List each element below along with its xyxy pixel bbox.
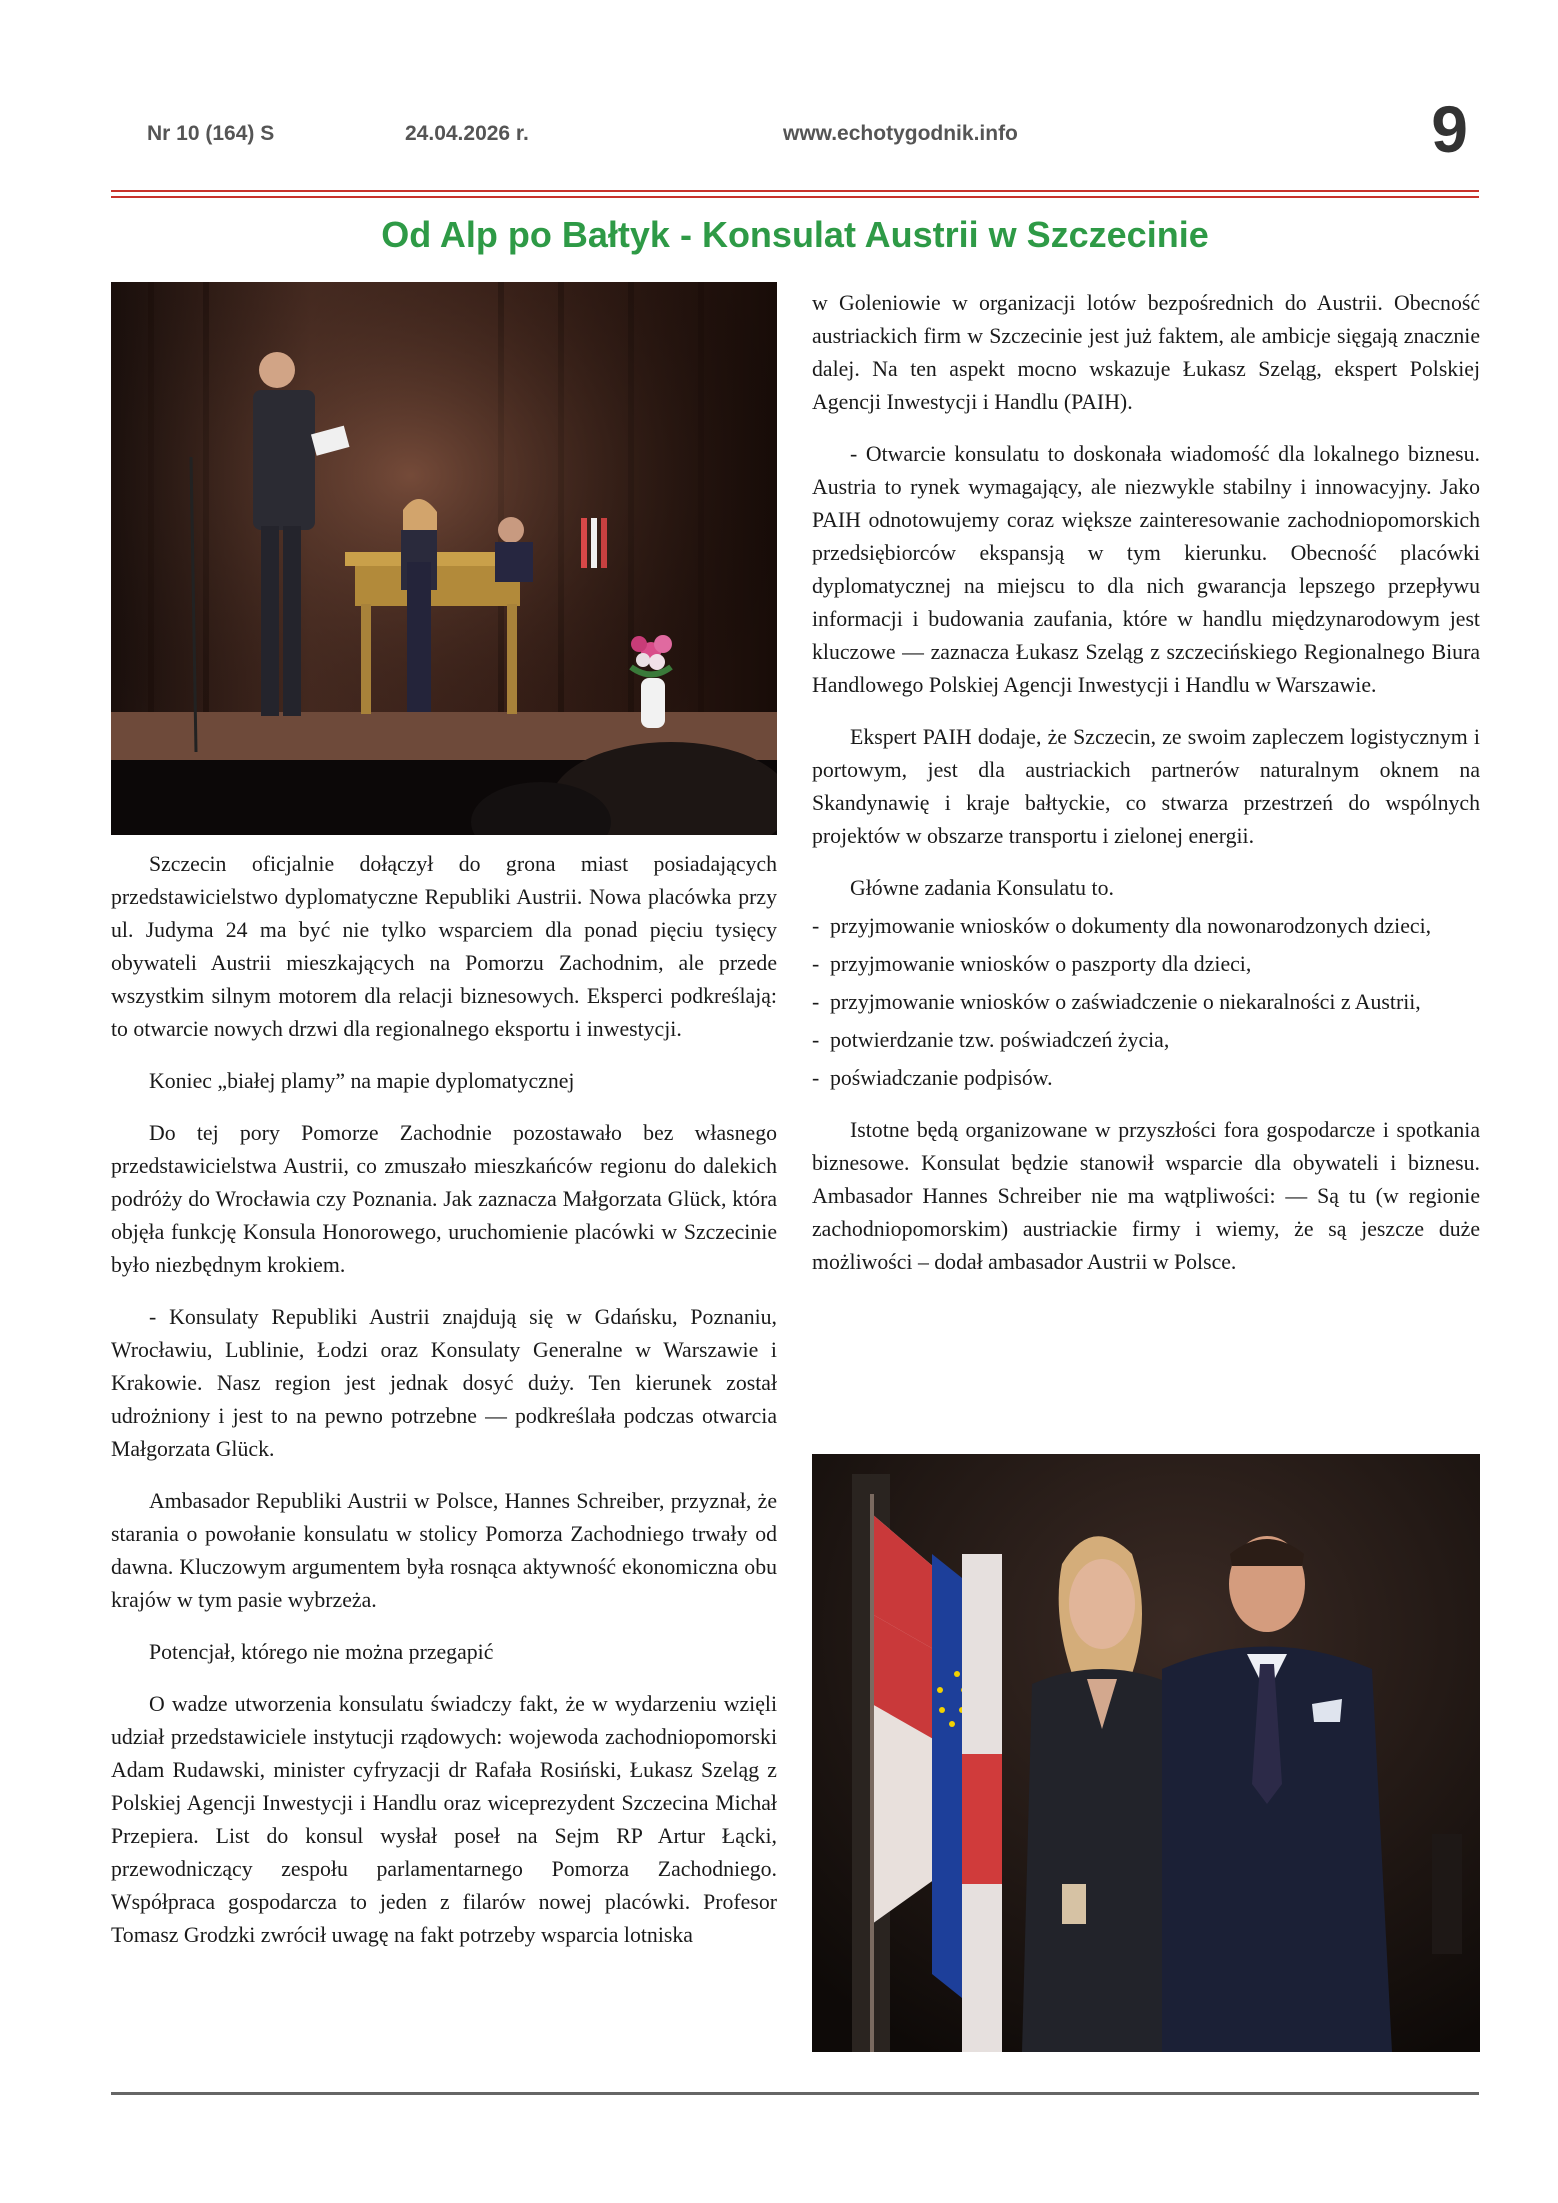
- website-url[interactable]: www.echotygodnik.info: [783, 122, 1018, 145]
- header-rule-top: [111, 190, 1479, 192]
- page-number: 9: [1431, 92, 1468, 166]
- issue-number: Nr 10 (164) S: [147, 122, 275, 145]
- article-quote: - Konsulaty Republiki Austrii znajdują się w Gdańsku, Poznaniu, Wrocławiu, Lublinie, Łodzi oraz Konsulaty Generalne w Warszawie i Krakowie. Nasz region jest jednak dosyć duży. Ten kierunek został udrożniony i jest to na pewno potrzebne — podkreślała podczas otwarcia Małgorzata Glück.: [111, 1305, 777, 1461]
- article-paragraph: Ambasador Republiki Austrii w Polsce, Hannes Schreiber, przyznał, że starania o powołanie konsulatu w stolicy Pomorza Zachodniego trwały od dawna. Kluczowym argumentem była rosnąca aktywność ekonomiczna obu krajów w tym pasie wybrzeża.: [111, 1489, 777, 1612]
- task-item: - potwierdzanie tzw. poświadczeń życia,: [812, 1028, 1170, 1052]
- consul-ambassador-portrait-photo: [812, 1454, 1480, 2052]
- stage-ceremony-illustration: [111, 282, 777, 835]
- article-paragraph: Do tej pory Pomorze Zachodnie pozostawało bez własnego przedstawicielstwa Austrii, co zmuszało mieszkańców regionu do dalekich podróży do Wrocławia czy Poznania. Jak zaznacza Małgorzata Glück, która objęła funkcję Konsula Honorowego, uruchomienie placówki w Szczecinie było niezbędnym krokiem.: [111, 1121, 777, 1277]
- article-paragraph: Ekspert PAIH dodaje, że Szczecin, ze swoim zapleczem logistycznym i portowym, jest dla austriackich partnerów naturalnym oknem na Skandynawię i kraje bałtyckie, co stwarza przestrzeń do wspólnych projektów w obszarze transportu i zielonej energii.: [812, 725, 1480, 848]
- section-subheading: Koniec „białej plamy” na mapie dyplomatycznej: [149, 1069, 575, 1093]
- task-item: - przyjmowanie wniosków o dokumenty dla nowonarodzonych dzieci,: [812, 914, 1432, 938]
- issue-date: 24.04.2026 r.: [405, 122, 529, 145]
- footer-rule: [111, 2092, 1479, 2095]
- task-item: - poświadczanie podpisów.: [812, 1066, 1053, 1090]
- article-right-column: [812, 287, 1480, 1298]
- article-paragraph: O wadze utworzenia konsulatu świadczy fakt, że w wydarzeniu wzięli udział przedstawiciele instytucji rządowych: wojewoda zachodniopomorski Adam Rudawski, minister cyfryzacji dr Rafała Rosiński, Łukasz Szeląg z Polskiej Agencji Inwestycji i Handlu oraz wiceprezydent Szczecina Michał Przepiera. List do konsul wysłał poseł na Sejm RP Artur Łącki, przewodniczący zespołu parlamentarnego Pomorza Zachodniego. Współpraca gospodarcza to jeden z filarów nowej placówki. Profesor Tomasz Grodzki zwrócił uwagę na fakt potrzeby wsparcia lotniska: [111, 1692, 777, 1947]
- task-item: - przyjmowanie wniosków o paszporty dla dzieci,: [812, 952, 1252, 976]
- article-paragraph: Szczecin oficjalnie dołączył do grona miast posiadających przedstawicielstwo dyplomatyczne Republiki Austrii. Nowa placówka przy ul. Judyma 24 ma być nie tylko wsparciem dla ponad pięciu tysięcy obywateli Austrii mieszkających na Pomorzu Zachodnim, ale przede wszystkim silnym motorem dla relacji biznesowych. Eksperci podkreślają: to otwarcie nowych drzwi dla regionalnego eksportu i inwestycji.: [111, 852, 777, 1041]
- header-rule-bottom: [111, 196, 1479, 198]
- stage-ceremony-photo: [111, 282, 777, 835]
- article-paragraph-continued: w Goleniowie w organizacji lotów bezpośrednich do Austrii. Obecność austriackich firm w Szczecinie jest już faktem, ale ambicje sięgają znacznie dalej. Na ten aspekt mocno wskazuje Łukasz Szeląg, ekspert Polskiej Agencji Inwestycji i Handlu (PAIH).: [812, 291, 1480, 414]
- article-quote: - Otwarcie konsulatu to doskonała wiadomość dla lokalnego biznesu. Austria to rynek wymagający, ale niezwykle stabilny i innowacyjny. Jako PAIH odnotowujemy coraz większe zainteresowanie zachodniopomorskich przedsiębiorców ekspansją w tym kierunku. Obecność placówki dyplomatycznej na miejscu to dla nich gwarancja lepszego przepływu informacji i budowania zaufania, które w handlu międzynarodowym jest kluczowe — zaznacza Łukasz Szeląg z szczecińskiego Regionalnego Biura Handlowego Polskiej Agencji Inwestycji i Handlu w Warszawie.: [812, 442, 1480, 697]
- section-subheading: Potencjał, którego nie można przegapić: [149, 1640, 494, 1664]
- task-item: - przyjmowanie wniosków o zaświadczenie o niekaralności z Austrii,: [812, 990, 1421, 1014]
- article-paragraph: Istotne będą organizowane w przyszłości fora gospodarcze i spotkania biznesowe. Konsulat będzie stanowił wsparcie dla obywateli i biznesu. Ambasador Hannes Schreiber nie ma wątpliwości: — Są tu (w regionie zachodniopomorskim) austriackie firmy i wiemy, że są jeszcze duże możliwości – dodał ambasador Austrii w Polsce.: [812, 1118, 1480, 1274]
- article-title: Od Alp po Bałtyk - Konsulat Austrii w Szczecinie: [381, 214, 1209, 255]
- article-left-column: [111, 848, 777, 1971]
- tasks-heading: Główne zadania Konsulatu to.: [850, 876, 1114, 900]
- portrait-illustration: [812, 1454, 1480, 2052]
